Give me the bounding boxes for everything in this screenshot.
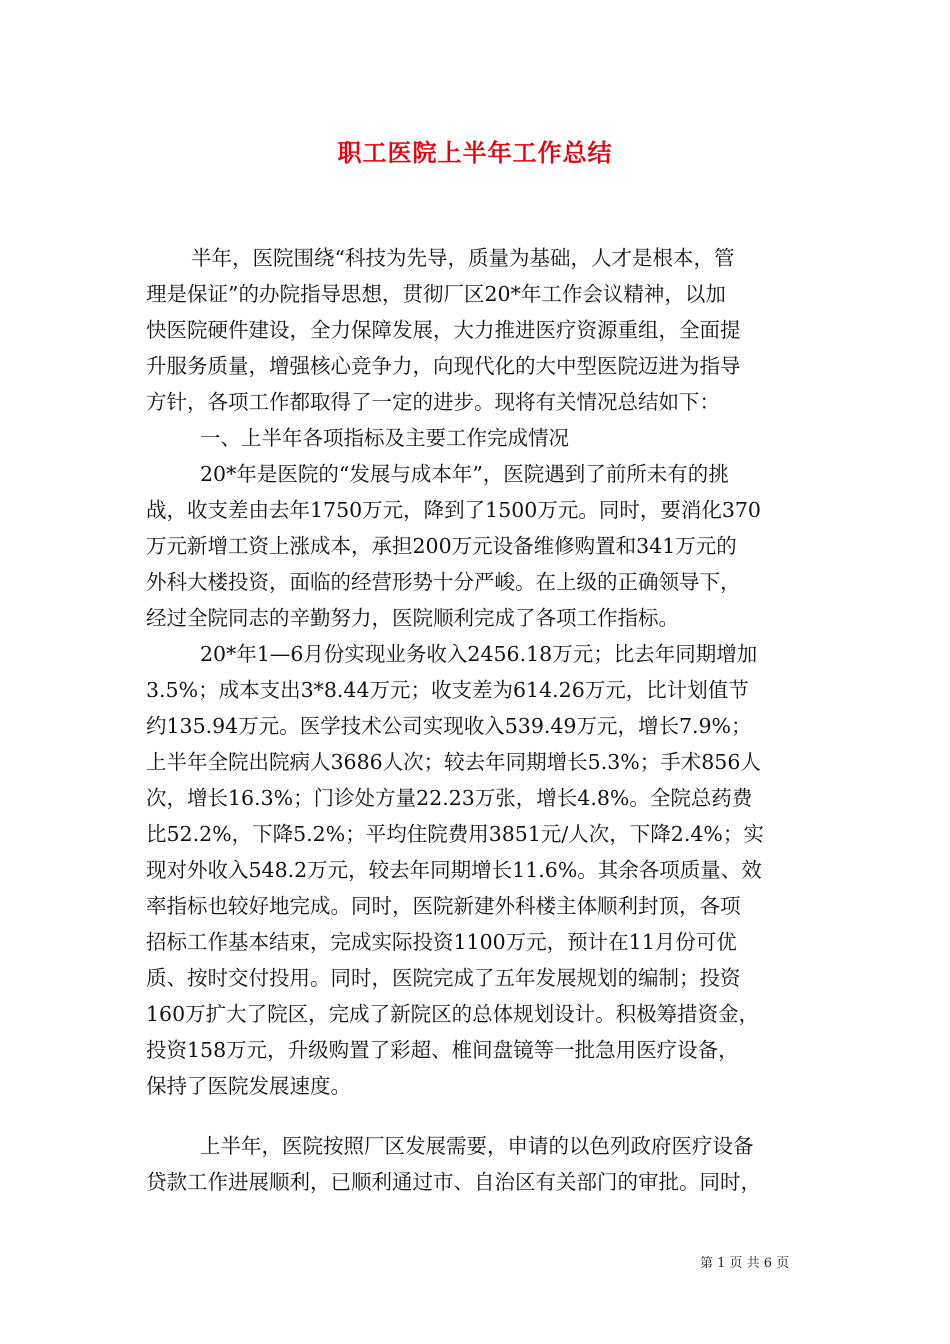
document-title: 职工医院上半年工作总结 [337, 138, 613, 167]
body-line: 贷款工作进展顺利，已顺利通过市、自治区有关部门的审批。同时， [146, 1170, 761, 1194]
body-line: 率指标也较好地完成。同时，医院新建外科楼主体顺利封顶，各项 [146, 894, 741, 918]
body-line: 方针，各项工作都取得了一定的进步。现将有关情况总结如下： [146, 390, 720, 414]
page-number-footer: 第 1 页 共 6 页 [700, 1256, 790, 1271]
body-line: 160万扩大了院区，完成了新院区的总体规划设计。积极筹措资金， [146, 1002, 760, 1026]
body-line: 20*年1—6月份实现业务收入2456.18万元；比去年同期增加 [200, 642, 758, 666]
body-line: 半年，医院围绕“科技为先导，质量为基础，人才是根本，管 [191, 246, 735, 270]
body-line: 外科大楼投资，面临的经营形势十分严峻。在上级的正确领导下， [146, 570, 741, 594]
body-line: 质、按时交付投用。同时，医院完成了五年发展规划的编制；投资 [146, 966, 741, 990]
body-line: 比52.2%，下降5.2%；平均住院费用3851元/人次，下降2.4%；实 [146, 822, 764, 846]
body-line: 战，收支差由去年1750万元，降到了1500万元。同时，要消化370 [146, 498, 761, 522]
body-line: 现对外收入548.2万元，较去年同期增长11.6%。其余各项质量、效 [146, 858, 762, 882]
body-line: 上半年，医院按照厂区发展需要，申请的以色列政府医疗设备 [200, 1134, 754, 1158]
body-line: 约135.94万元。医学技术公司实现收入539.49万元，增长7.9%； [146, 714, 752, 738]
body-line: 经过全院同志的辛勤努力，医院顺利完成了各项工作指标。 [146, 606, 679, 630]
section-heading: 一、上半年各项指标及主要工作完成情况 [200, 426, 569, 450]
body-line: 20*年是医院的“发展与成本年”，医院遇到了前所未有的挑 [200, 462, 729, 486]
body-line: 招标工作基本结束，完成实际投资1100万元，预计在11月份可优 [146, 930, 737, 954]
body-line: 理是保证”的办院指导思想，贯彻厂区20*年工作会议精神，以加 [146, 282, 726, 306]
body-line: 投资158万元，升级购置了彩超、椎间盘镜等一批急用医疗设备， [146, 1038, 739, 1062]
body-line: 3.5%；成本支出3*8.44万元；收支差为614.26万元，比计划值节 [146, 678, 749, 702]
body-line: 保持了医院发展速度。 [146, 1074, 351, 1098]
body-line: 万元新增工资上涨成本，承担200万元设备维修购置和341万元的 [146, 534, 737, 558]
body-line: 快医院硬件建设，全力保障发展，大力推进医疗资源重组，全面提 [146, 318, 741, 342]
body-line: 次，增长16.3%；门诊处方量22.23万张，增长4.8%。全院总药费 [146, 786, 753, 810]
body-line: 上半年全院出院病人3686人次；较去年同期增长5.3%；手术856人 [146, 750, 761, 774]
body-line: 升服务质量，增强核心竞争力，向现代化的大中型医院迈进为指导 [146, 354, 741, 378]
